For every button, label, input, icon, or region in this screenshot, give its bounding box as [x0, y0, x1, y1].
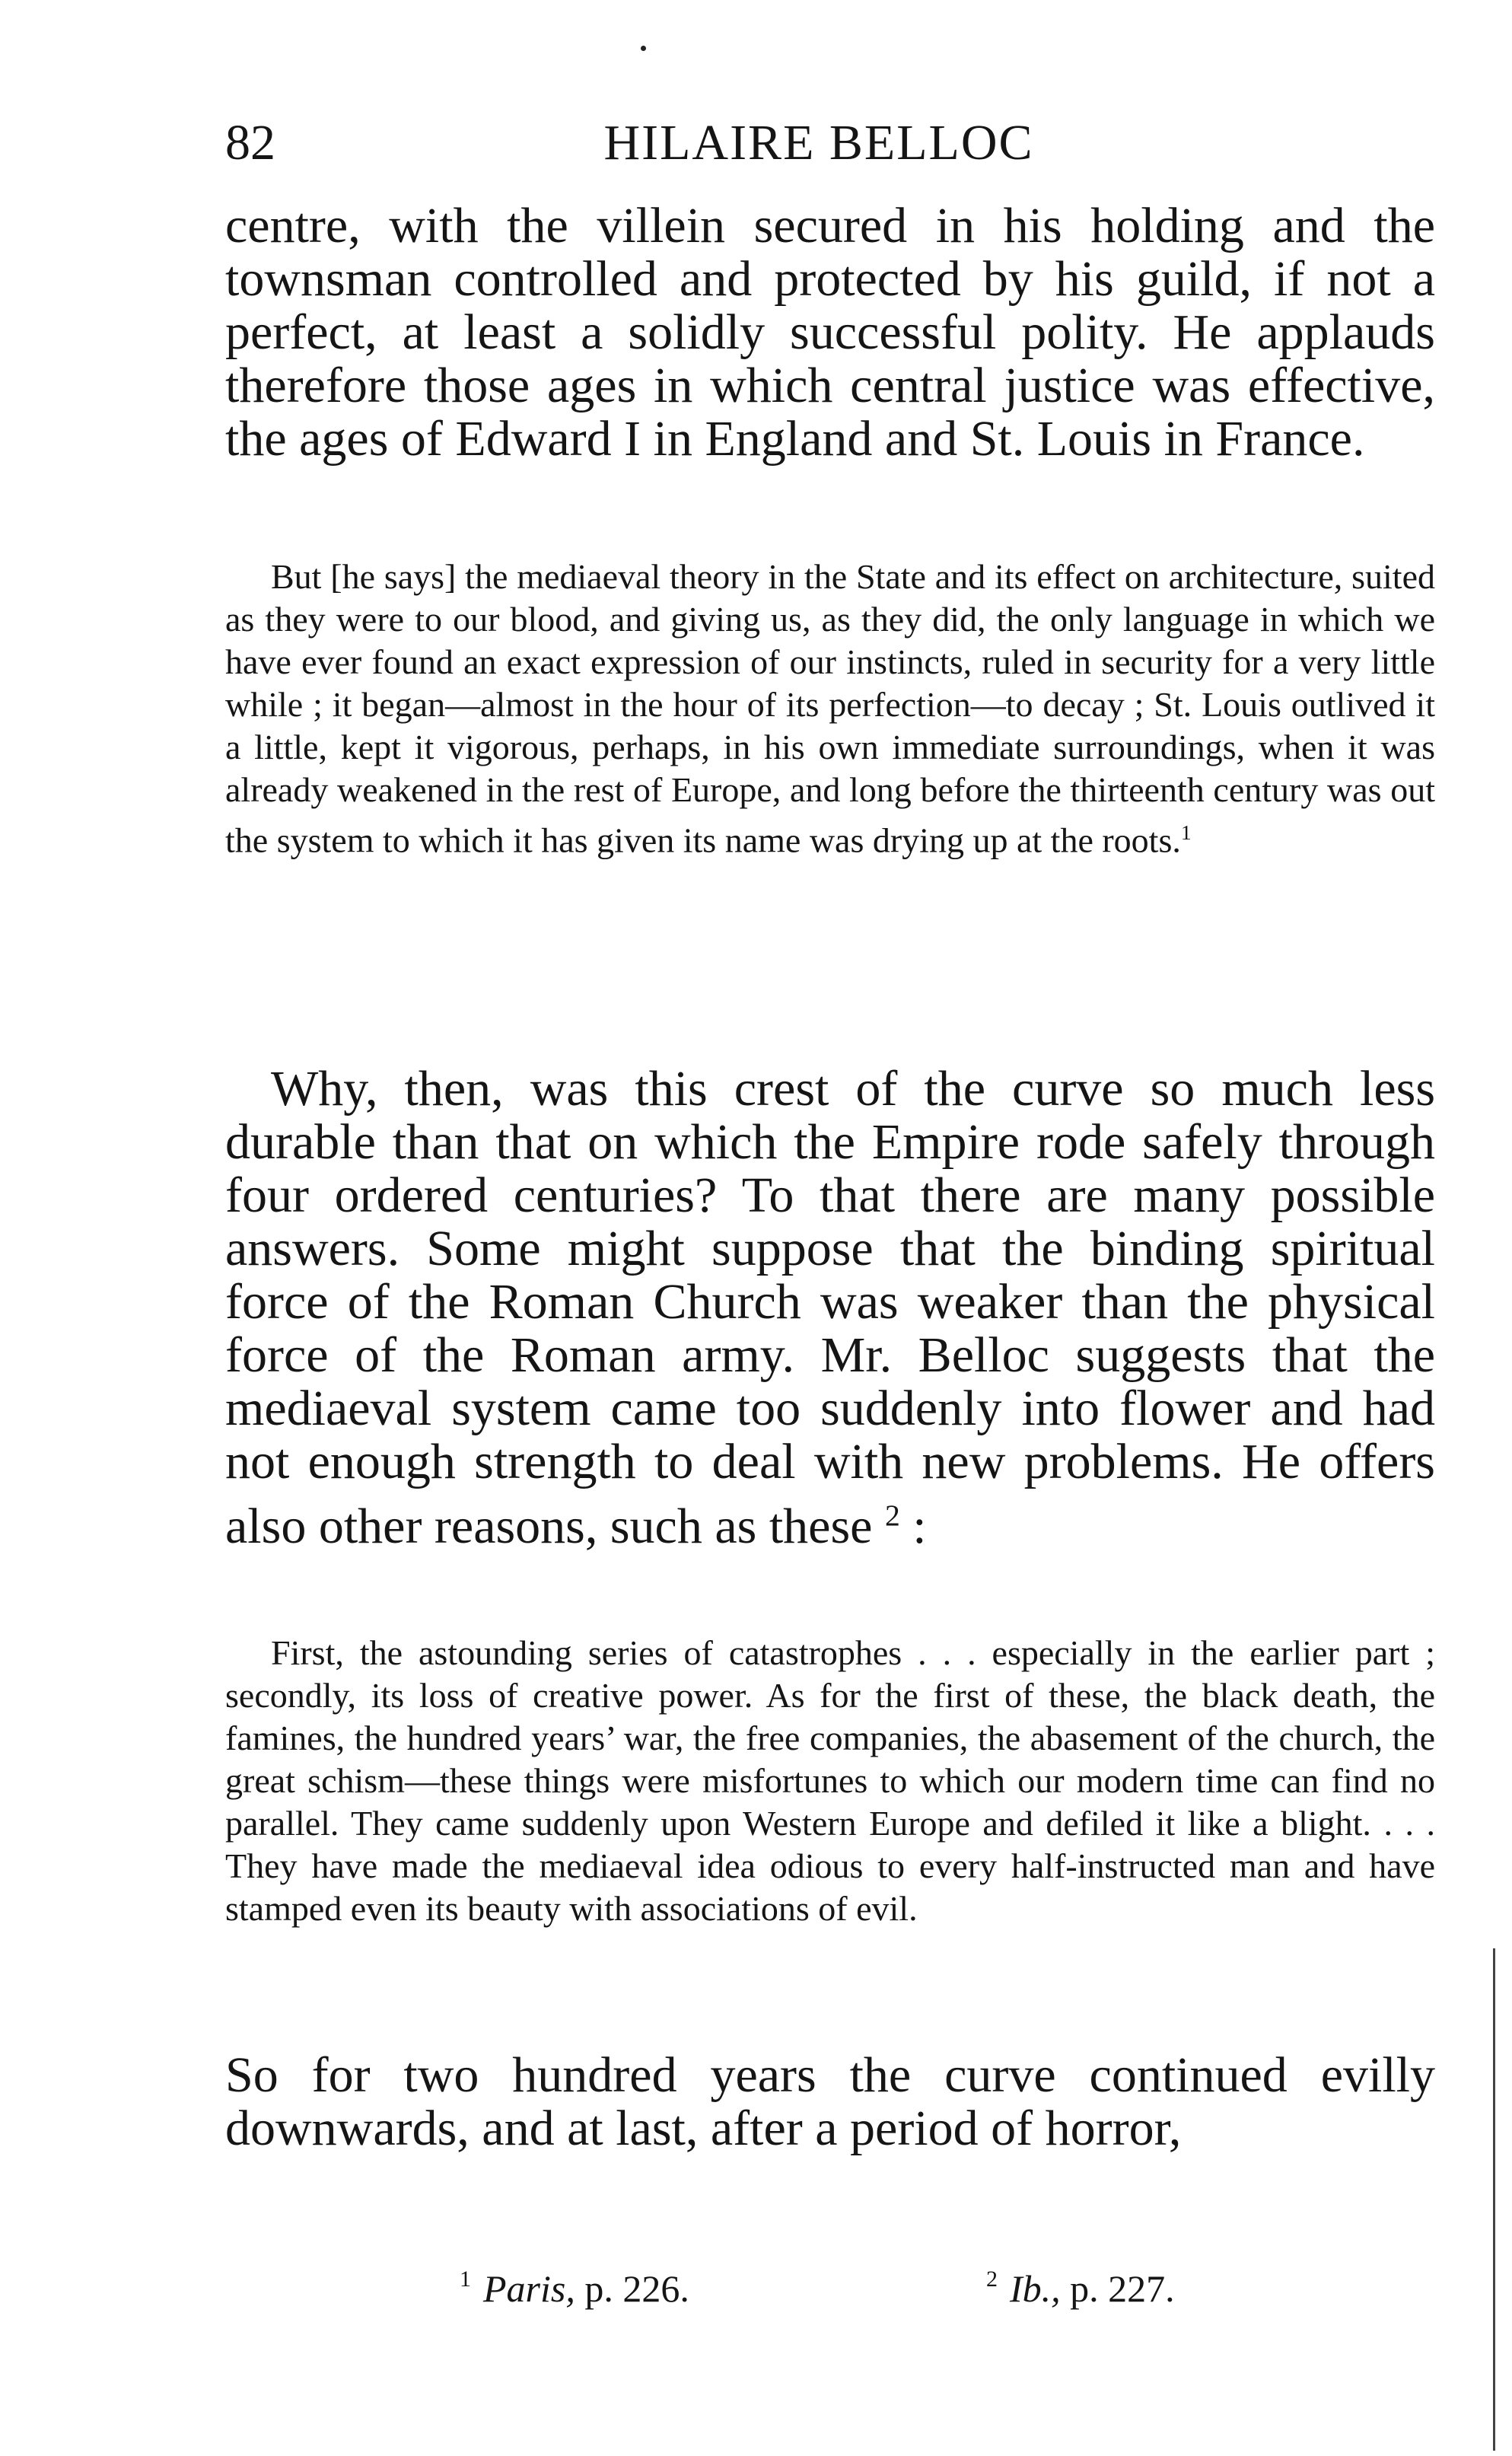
footnote-ref-2: 2	[884, 1499, 900, 1532]
footnote-2-source: Ib.,	[1010, 2267, 1061, 2310]
page-edge-rule	[1493, 1948, 1495, 2451]
body-paragraph-2-text: Why, then, was this crest of the curve so much less durable than that on which the Empire rode safely through four ordered centuries? To that there are many possible answers. Some might suppose that the binding spiritual force of the Roman Church was weaker than the physical force of the Roman army. Mr. Belloc suggests that the mediaeval system came too suddenly into flower and had not enough strength to deal with new problems. He offers also other reasons, such as these	[225, 1061, 1435, 1554]
footnote-2-page: p. 227.	[1060, 2267, 1175, 2310]
body-paragraph-2	[225, 1062, 1435, 1553]
footnote-1	[460, 2253, 689, 2315]
body-paragraph-1-text: centre, with the villein secured in his holding and the townsman controlled and protected by his guild, if not a perfect, at least a solidly successful polity. He applauds therefore those ages in which central justice was effective, the ages of Edward I in England and St. Louis in France.	[225, 198, 1435, 467]
footnote-ref-1: 1	[1180, 820, 1192, 844]
body-paragraph-3-text: So for two hundred years the curve continued evilly downwards, and at last, after a period of horror,	[225, 2047, 1435, 2156]
running-head	[225, 113, 1443, 174]
body-paragraph-3	[225, 2049, 1435, 2155]
footnotes	[225, 2253, 1443, 2310]
page-number: 82	[225, 115, 275, 170]
footnote-2-mark: 2	[986, 2266, 998, 2292]
block-quote-1	[225, 556, 1435, 862]
footnote-1-page: p. 226.	[575, 2267, 689, 2310]
block-quote-2	[225, 1632, 1435, 1930]
body-paragraph-2-end: :	[899, 1499, 927, 1554]
running-title: HILAIRE BELLOC	[603, 115, 1034, 170]
block-quote-2-text: First, the astounding series of catastrophes . . . especially in the earlier part ; secondly, its loss of creative power. As for the first of these, the black death, the famines, the hundred years’ war, the free companies, the abasement of the church, the great schism—these things were misfortunes to which our modern time can find no parallel. They came suddenly upon Western Europe and defiled it like a blight. . . . They have made the mediaeval idea odious to every half-instructed man and have stamped even its beauty with associations of evil.	[225, 1633, 1435, 1928]
print-speck	[641, 46, 646, 51]
block-quote-1-text: But [he says] the mediaeval theory in the State and its effect on architecture, suited as they were to our blood, and giving us, as they did, the only language in which we have ever found an exact expression of our instincts, ruled in security for a very little while ; it began—almost in the hour of its perfection—to decay ; St. Louis outlived it a little, kept it vigorous, perhaps, in his own immediate surroundings, when it was already weakened in the rest of Europe, and long before the thirteenth century was out the system to which it has given its name was drying up at the roots.	[225, 557, 1435, 860]
body-paragraph-1	[225, 199, 1435, 466]
footnote-1-mark: 1	[460, 2266, 471, 2292]
footnote-1-source: Paris,	[483, 2267, 575, 2310]
footnote-2	[986, 2253, 1175, 2315]
